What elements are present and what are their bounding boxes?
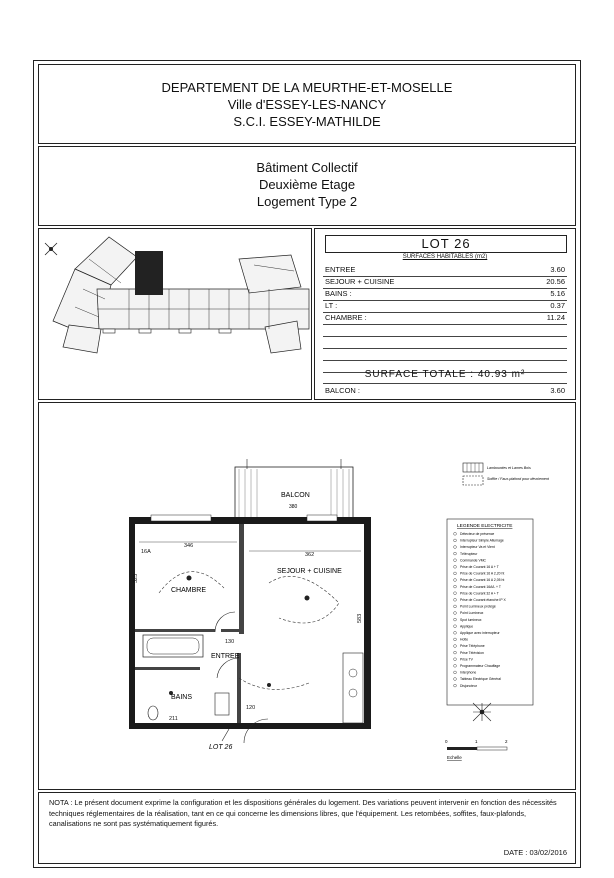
surface-row-empty (323, 349, 567, 361)
wc (148, 706, 158, 720)
legend-symbol-icon (454, 565, 457, 568)
dim-sejour-width: 362 (305, 552, 315, 558)
legend-item: Prise de Courant 32 A + T (460, 591, 499, 596)
balcon-label: BALCON (281, 492, 310, 499)
plan-lot-label: LOT 26 (209, 744, 233, 751)
legend-item: Prise de Courant 16A/L + T (460, 584, 501, 589)
key-plan (38, 228, 312, 400)
legend-symbol-icon (454, 559, 457, 562)
floor-line: Deuxième Etage (258, 177, 356, 192)
legend-item: Spot lumineux (460, 617, 482, 622)
compass-icon (473, 703, 491, 721)
legend-symbol-icon (454, 532, 457, 535)
window-sejour (307, 515, 337, 521)
legend-item: Applique avec interrupteur (460, 631, 500, 635)
electric-legend (447, 519, 533, 705)
legend-symbol-icon (454, 651, 457, 654)
surfaces-subtitle: SURFACES HABITABLES (m2) (402, 254, 488, 260)
hatch-legend (463, 463, 550, 485)
kitchen-counter (343, 653, 363, 723)
dim-bains-width: 211 (169, 716, 178, 722)
legend-symbol-icon (454, 625, 457, 628)
surface-row: ENTREE 3.60 (323, 265, 567, 277)
dim-balcon-width: 380 (289, 504, 298, 510)
legend-symbol-icon (454, 546, 457, 549)
legend-item: Prise de Courant étanche IP X (460, 598, 506, 602)
legend-item: Tableau Electrique Général (460, 677, 501, 682)
legend-symbol-icon (454, 678, 457, 681)
surfaces-table (314, 228, 576, 400)
surface-row: CHAMBRE : 11.24 (323, 313, 567, 325)
svg-text:0: 0 (445, 739, 448, 744)
legend-symbol-icon (454, 612, 457, 615)
header-building (38, 146, 576, 226)
building-type: Bâtiment Collectif (256, 160, 358, 175)
legend-item: Télérupteur (460, 551, 478, 556)
room-sejour: SEJOUR + CUISINE (277, 568, 342, 575)
legend-item: Interphone (460, 670, 477, 675)
legend-symbol-icon (454, 539, 457, 542)
legend-item: Prise Télévision (460, 650, 484, 655)
surface-row: SEJOUR + CUISINE 20.56 (323, 277, 567, 289)
svg-text:LEGENDE ELECTRICITE: LEGENDE ELECTRICITE (457, 524, 513, 529)
legend-symbol-icon (454, 645, 457, 648)
key-plan-compass-icon (45, 243, 57, 255)
legend-symbol-icon (454, 592, 457, 595)
legend-item: Prise de Courant 16 A + T (460, 565, 499, 569)
legend-item: Interrupteur Va et Vient (460, 545, 495, 550)
room-chambre: CHAMBRE (171, 587, 207, 594)
note-text: NOTA : Le présent document exprime la configuration et les dispositions générales du logement. Des variations peuvent intervenir en fonction des nécessités techniques réglementaires de la réalisation, tant en ce qui concerne les dimensions libres, que l'équipement. Les retombées, soffites, faux-plafonds, canalisations ne sont pas systématiquement figurés. (49, 798, 557, 828)
legend-symbol-icon (454, 618, 457, 621)
svg-text:Soffite / Faux-plafond pour dé: Soffite / Faux-plafond pour dévoiement (487, 477, 549, 481)
svg-text:Lambourdes et Lames Bois: Lambourdes et Lames Bois (487, 466, 531, 470)
exterior-walls (129, 517, 371, 729)
legend-symbol-icon (454, 671, 457, 674)
legend-item: Prise de Courant 16 A 2,20 ht (460, 571, 505, 576)
legend-item: Prise Téléphone (460, 644, 485, 649)
dim-chambre-width: 346 (184, 543, 194, 549)
header-admin (38, 64, 576, 144)
surface-row-empty (323, 337, 567, 349)
surface-total: SURFACE TOTALE : 40.93 m² (323, 367, 567, 384)
balcony-area (235, 459, 353, 519)
legend-symbol-icon (454, 585, 457, 588)
dim-door-width: 120 (246, 705, 256, 711)
dim-entree-width: 130 (225, 639, 235, 645)
legend-symbol-icon (454, 572, 457, 575)
legend-item: Prise de Courant 16 A 2,05 ht (460, 578, 505, 583)
floor-plan-drawing (39, 403, 575, 789)
balcon-row: BALCON : 3.60 (325, 386, 565, 395)
document-date: DATE : 03/02/2016 (503, 848, 567, 857)
legend-item: Interrupteur Simple Allumage (460, 538, 504, 543)
legend-item: Point Lumineux (460, 611, 484, 616)
socket-label: 16A (141, 549, 151, 555)
key-plan-drawing (39, 229, 311, 399)
legend-symbol-icon (454, 605, 457, 608)
svg-text:2: 2 (505, 739, 508, 744)
legend-symbol-icon (454, 579, 457, 582)
dim-chambre-depth: 325 (133, 573, 139, 583)
scale-bar (445, 739, 508, 760)
washbasin (215, 693, 229, 715)
room-bains: BAINS (171, 694, 193, 701)
legend-item: Hotte (460, 637, 469, 642)
dim-sejour-depth: 583 (357, 613, 363, 623)
surface-row-empty (323, 325, 567, 337)
sci-line: S.C.I. ESSEY-MATHILDE (233, 114, 381, 129)
legend-symbol-icon (454, 664, 457, 667)
svg-text:1: 1 (475, 739, 478, 744)
legend-symbol-icon (454, 638, 457, 641)
floor-plan-panel (38, 402, 576, 790)
legend-item: Détecteur de présence (460, 532, 495, 536)
legend-symbol-icon (454, 631, 457, 634)
surface-row: LT : 0.37 (323, 301, 567, 313)
department-line: DEPARTEMENT DE LA MEURTHE-ET-MOSELLE (161, 80, 453, 95)
legend-symbol-icon (454, 598, 457, 601)
surface-row: BAINS : 5.16 (323, 289, 567, 301)
legend-item: Programmateur Chauffage (460, 664, 501, 668)
city-line: Ville d'ESSEY-LES-NANCY (227, 97, 387, 112)
unit-type: Logement Type 2 (256, 194, 358, 209)
legend-item: Commande VMC (460, 558, 487, 563)
legend-item: Disjoncteur (460, 683, 477, 688)
legend-item: Point Lumineux protégé (460, 604, 496, 609)
legend-symbol-icon (454, 684, 457, 687)
room-entree: ENTREE (211, 653, 240, 660)
svg-text:Echelle: Echelle (447, 755, 462, 760)
lot-26-highlight (135, 251, 163, 295)
note-box (38, 792, 576, 864)
lot-title: LOT 26 (325, 235, 567, 253)
window-chambre (151, 515, 211, 521)
legend-item: Applique (460, 624, 474, 629)
legend-symbol-icon (454, 658, 457, 661)
legend-symbol-icon (454, 552, 457, 555)
legend-item: Prise TV (460, 657, 473, 662)
